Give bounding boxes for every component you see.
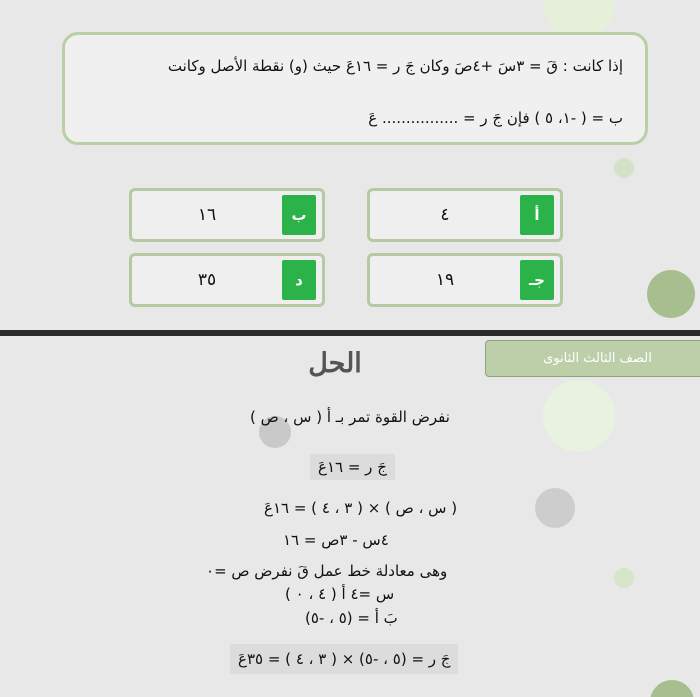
question-box: [62, 32, 648, 145]
decor-circle: [535, 488, 575, 528]
grade-label: الصف الثالث الثانوى: [485, 340, 700, 377]
option-d[interactable]: [129, 253, 325, 307]
option-a-value: ٤: [440, 205, 450, 225]
option-b-letter: ب: [282, 195, 316, 235]
solution-title: الحل: [308, 348, 362, 379]
decor-circle: [614, 158, 634, 178]
option-c-value: ١٩: [435, 270, 455, 290]
decor-circle: [614, 568, 634, 588]
option-c-letter: جـ: [520, 260, 554, 300]
decor-circle: [647, 270, 695, 318]
solution-slide: [0, 336, 700, 697]
solution-line-7: بَ أ = (٥ ، -٥): [305, 609, 398, 627]
solution-line-5: وهى معادلة خط عمل قَ نفرض ص =٠: [206, 562, 448, 580]
solution-line-3: ( س ، ص ) × ( ٣ ، ٤ ) = ١٦عَ: [264, 499, 458, 517]
option-a-letter: أ: [520, 195, 554, 235]
option-b-value: ١٦: [197, 205, 217, 225]
decor-circle: [650, 680, 694, 697]
option-d-value: ٣٥: [197, 270, 217, 290]
option-d-letter: د: [282, 260, 316, 300]
question-line-2: ب = ( -١، ٥ ) فإن جَ ر = ................ عَ: [368, 109, 623, 127]
decor-circle: [543, 380, 615, 452]
option-a[interactable]: [367, 188, 563, 242]
solution-line-6: س =٤ أ ( ٤ ، ٠ ): [285, 585, 395, 603]
solution-line-2: جَ ر = ١٦عَ: [310, 454, 395, 480]
option-c[interactable]: [367, 253, 563, 307]
option-b[interactable]: [129, 188, 325, 242]
question-line-1: إذا كانت : قَ = ٣سَ +٤صَ وكان جَ ر = ١٦عَ حيث (و) نقطة الأصل وكانت: [167, 57, 623, 75]
solution-line-8: جَ ر = (٥ ، -٥) × ( ٣ ، ٤ ) = ٣٥عَ: [230, 644, 458, 674]
solution-line-4: ٤س - ٣ص = ١٦: [283, 531, 389, 549]
question-slide: [0, 0, 700, 333]
solution-line-1: نفرض القوة تمر بـ أ ( س ، ص ): [250, 408, 450, 426]
